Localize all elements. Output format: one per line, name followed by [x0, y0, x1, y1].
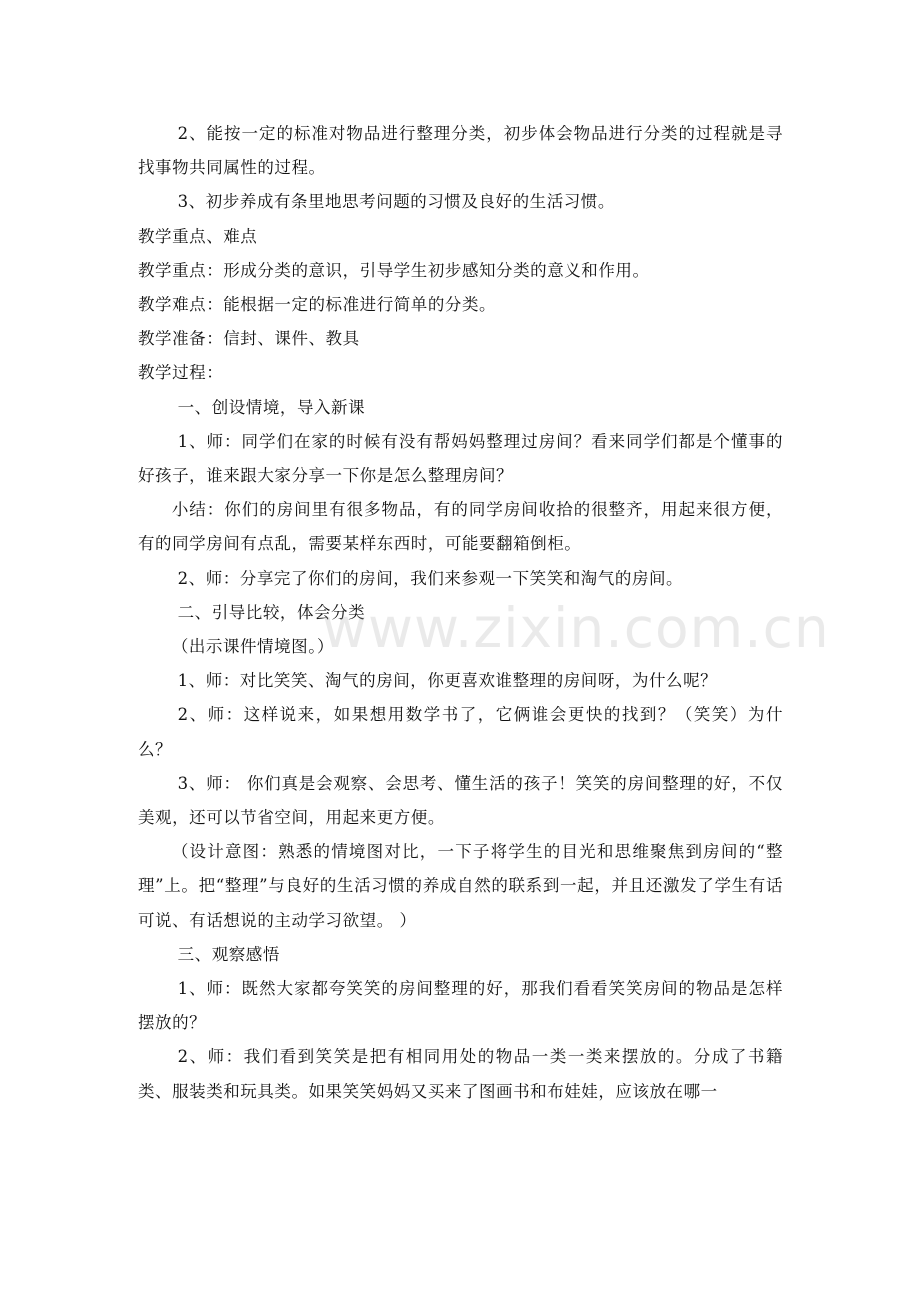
paragraph-2-3: 3、师： 你们真是会观察、会思考、懂生活的孩子！笑笑的房间整理的好，不仅美观，还可以节省空间，用起来更方便。 [138, 773, 783, 828]
section-heading-3: 三、观察感悟 [177, 944, 280, 964]
section-heading-2: 二、引导比较，体会分类 [177, 602, 366, 622]
paragraph-preparation: 教学准备：信封、课件、教具 [138, 329, 360, 349]
paragraph-design-intent: （设计意图：熟悉的情境图对比，一下子将学生的目光和思维聚焦到房间的“整理”上。把“整理”与良好的生活习惯的养成自然的联系到一起，并且还激发了学生有话可说、有话想说的主动学习欲望。 ） [138, 842, 783, 930]
paragraph-3-1: 1、师：既然大家都夸笑笑的房间整理的好，那我们看看笑笑房间的物品是怎样摆放的？ [138, 979, 783, 1033]
paragraph-2-2: 2、师：这样说来，如果想用数学书了，它俩谁会更快的找到？（笑笑）为什么？ [138, 705, 783, 759]
paragraph-objective-3: 3、初步养成有条里地思考问题的习惯及良好的生活习惯。 [177, 192, 615, 212]
heading-key-points: 教学重点、难点 [138, 226, 258, 246]
paragraph-objective-2: 2、能按一定的标准对物品进行整理分类，初步体会物品进行分类的过程就是寻找事物共同属性的过程。 [138, 124, 783, 178]
heading-process: 教学过程： [138, 363, 224, 383]
paragraph-difficult-point: 教学难点：能根据一定的标准进行简单的分类。 [138, 295, 497, 315]
paragraph-3-2: 2、师：我们看到笑笑是把有相同用处的物品一类一类来摆放的。分成了书籍类、服装类和玩具类。如果笑笑妈妈又买来了图画书和布娃娃，应该放在哪一 [138, 1047, 783, 1101]
document-body [138, 117, 783, 1109]
paragraph-1-1: 1、师：同学们在家的时候有没有帮妈妈整理过房间？看来同学们都是个懂事的好孩子，谁来跟大家分享一下你是怎么整理房间？ [138, 431, 783, 486]
paragraph-key-point: 教学重点：形成分类的意识，引导学生初步感知分类的意义和作用。 [138, 260, 650, 280]
paragraph-show-courseware: （出示课件情境图。） [171, 637, 335, 657]
section-heading-1: 一、创设情境，导入新课 [177, 397, 366, 417]
paragraph-1-2: 2、师：分享完了你们的房间，我们来参观一下笑笑和淘气的房间。 [177, 568, 684, 588]
paragraph-2-1: 1、师：对比笑笑、淘气的房间，你更喜欢谁整理的房间呀，为什么呢？ [177, 671, 718, 691]
paragraph-summary: 小结：你们的房间里有很多物品，有的同学房间收拾的很整齐，用起来很方便，有的同学房间有点乱，需要某样东西时，可能要翻箱倒柜。 [138, 500, 783, 554]
watermark: www.zixin.com.cn [322, 596, 830, 660]
